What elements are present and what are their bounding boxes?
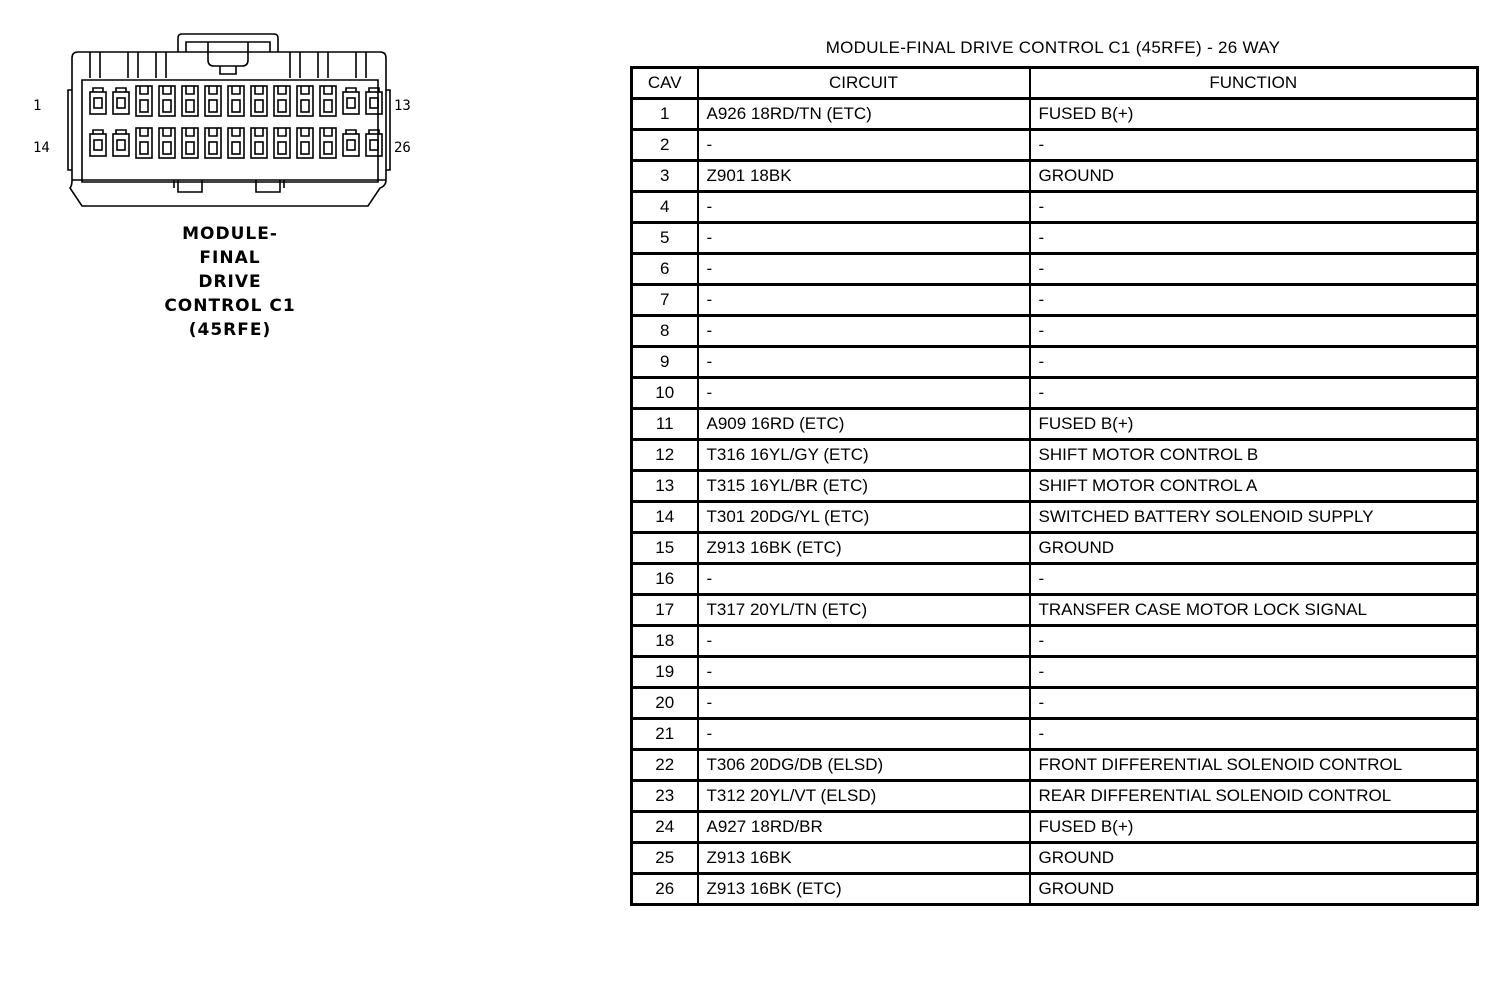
table-row xyxy=(632,874,1478,905)
cav-cell: 13 xyxy=(632,471,698,502)
circuit-cell: Z913 16BK (ETC) xyxy=(698,533,1030,564)
table-row xyxy=(632,626,1478,657)
function-cell: - xyxy=(1030,657,1478,688)
cav-cell: 25 xyxy=(632,843,698,874)
circuit-cell: - xyxy=(698,316,1030,347)
connector-caption xyxy=(140,222,320,342)
function-cell: GROUND xyxy=(1030,161,1478,192)
cavity xyxy=(366,88,382,114)
pin-label-1: 1 xyxy=(33,98,42,114)
function-cell: - xyxy=(1030,378,1478,409)
circuit-cell: T312 20YL/VT (ELSD) xyxy=(698,781,1030,812)
cav-cell: 3 xyxy=(632,161,698,192)
header-row xyxy=(632,68,1478,99)
cav-cell: 20 xyxy=(632,688,698,719)
cav-cell: 4 xyxy=(632,192,698,223)
table-row xyxy=(632,223,1478,254)
cav-cell: 18 xyxy=(632,626,698,657)
header-circuit: CIRCUIT xyxy=(698,68,1030,99)
cav-cell: 23 xyxy=(632,781,698,812)
circuit-cell: - xyxy=(698,130,1030,161)
table-row xyxy=(632,781,1478,812)
cav-cell: 11 xyxy=(632,409,698,440)
circuit-cell: Z913 16BK xyxy=(698,843,1030,874)
table-row xyxy=(632,378,1478,409)
circuit-cell: - xyxy=(698,564,1030,595)
cav-cell: 5 xyxy=(632,223,698,254)
cavity xyxy=(343,88,359,114)
circuit-cell: - xyxy=(698,719,1030,750)
circuit-cell: T317 20YL/TN (ETC) xyxy=(698,595,1030,626)
function-cell: - xyxy=(1030,254,1478,285)
table-row xyxy=(632,502,1478,533)
circuit-cell: - xyxy=(698,347,1030,378)
function-cell: - xyxy=(1030,192,1478,223)
table-row xyxy=(632,843,1478,874)
circuit-cell: Z913 16BK (ETC) xyxy=(698,874,1030,905)
pinout-table xyxy=(630,66,1479,906)
function-cell: - xyxy=(1030,223,1478,254)
header-cav: CAV xyxy=(632,68,698,99)
cavity xyxy=(205,86,221,116)
function-cell: FRONT DIFFERENTIAL SOLENOID CONTROL xyxy=(1030,750,1478,781)
function-cell: GROUND xyxy=(1030,533,1478,564)
table-row xyxy=(632,564,1478,595)
function-cell: - xyxy=(1030,688,1478,719)
cavity xyxy=(274,128,290,158)
table-row xyxy=(632,688,1478,719)
cavity xyxy=(320,128,336,158)
table-row xyxy=(632,440,1478,471)
cav-cell: 1 xyxy=(632,99,698,130)
pin-label-26: 26 xyxy=(394,140,411,156)
table-row xyxy=(632,99,1478,130)
function-cell: - xyxy=(1030,130,1478,161)
cav-cell: 22 xyxy=(632,750,698,781)
function-cell: TRANSFER CASE MOTOR LOCK SIGNAL xyxy=(1030,595,1478,626)
function-cell: SHIFT MOTOR CONTROL B xyxy=(1030,440,1478,471)
cavity xyxy=(136,86,152,116)
function-cell: GROUND xyxy=(1030,874,1478,905)
table-row xyxy=(632,657,1478,688)
cavity xyxy=(251,86,267,116)
cavity xyxy=(228,128,244,158)
cavity xyxy=(297,128,313,158)
table-row xyxy=(632,254,1478,285)
cav-cell: 21 xyxy=(632,719,698,750)
function-cell: SWITCHED BATTERY SOLENOID SUPPLY xyxy=(1030,502,1478,533)
header-function: FUNCTION xyxy=(1030,68,1478,99)
cavity xyxy=(90,88,106,114)
cav-cell: 15 xyxy=(632,533,698,564)
cav-cell: 24 xyxy=(632,812,698,843)
caption-line: CONTROL C1 xyxy=(164,296,296,316)
table-row xyxy=(632,347,1478,378)
cav-cell: 2 xyxy=(632,130,698,161)
table-row xyxy=(632,130,1478,161)
function-cell: - xyxy=(1030,564,1478,595)
circuit-cell: - xyxy=(698,223,1030,254)
table-row xyxy=(632,812,1478,843)
cav-cell: 26 xyxy=(632,874,698,905)
cavity xyxy=(182,128,198,158)
function-cell: SHIFT MOTOR CONTROL A xyxy=(1030,471,1478,502)
table-row xyxy=(632,409,1478,440)
cavity xyxy=(274,86,290,116)
function-cell: GROUND xyxy=(1030,843,1478,874)
circuit-cell: - xyxy=(698,285,1030,316)
cavity xyxy=(182,86,198,116)
circuit-cell: - xyxy=(698,192,1030,223)
connector-face-diagram xyxy=(28,30,418,220)
cavity xyxy=(136,128,152,158)
table-row xyxy=(632,533,1478,564)
table-row xyxy=(632,316,1478,347)
cav-cell: 10 xyxy=(632,378,698,409)
table-row xyxy=(632,595,1478,626)
circuit-cell: - xyxy=(698,657,1030,688)
function-cell: - xyxy=(1030,316,1478,347)
function-cell: - xyxy=(1030,347,1478,378)
cavity xyxy=(113,88,129,114)
pin-label-14: 14 xyxy=(33,140,50,156)
cavity xyxy=(343,130,359,156)
cavity xyxy=(320,86,336,116)
cav-cell: 17 xyxy=(632,595,698,626)
circuit-cell: T301 20DG/YL (ETC) xyxy=(698,502,1030,533)
cav-cell: 19 xyxy=(632,657,698,688)
circuit-cell: T306 20DG/DB (ELSD) xyxy=(698,750,1030,781)
cavity xyxy=(205,128,221,158)
table-title: MODULE-FINAL DRIVE CONTROL C1 (45RFE) - 26 WAY xyxy=(825,38,1281,57)
circuit-cell: Z901 18BK xyxy=(698,161,1030,192)
function-cell: - xyxy=(1030,285,1478,316)
cavity-grid xyxy=(90,86,382,158)
caption-line: FINAL xyxy=(199,248,261,268)
cavity xyxy=(366,130,382,156)
function-cell: REAR DIFFERENTIAL SOLENOID CONTROL xyxy=(1030,781,1478,812)
circuit-cell: T315 16YL/BR (ETC) xyxy=(698,471,1030,502)
circuit-cell: - xyxy=(698,254,1030,285)
cavity xyxy=(228,86,244,116)
cavity xyxy=(159,128,175,158)
function-cell: FUSED B(+) xyxy=(1030,99,1478,130)
circuit-cell: - xyxy=(698,626,1030,657)
caption-line: (45RFE) xyxy=(188,320,272,340)
cavity xyxy=(251,128,267,158)
cav-cell: 14 xyxy=(632,502,698,533)
table-row xyxy=(632,192,1478,223)
function-cell: - xyxy=(1030,626,1478,657)
circuit-cell: A927 18RD/BR xyxy=(698,812,1030,843)
cavity xyxy=(159,86,175,116)
circuit-cell: - xyxy=(698,378,1030,409)
pin-label-13: 13 xyxy=(394,98,411,114)
circuit-cell: A926 18RD/TN (ETC) xyxy=(698,99,1030,130)
caption-line: DRIVE xyxy=(198,272,262,292)
function-cell: FUSED B(+) xyxy=(1030,409,1478,440)
cav-cell: 16 xyxy=(632,564,698,595)
table-row xyxy=(632,161,1478,192)
table-row xyxy=(632,285,1478,316)
table-row xyxy=(632,719,1478,750)
table-row xyxy=(632,750,1478,781)
circuit-cell: T316 16YL/GY (ETC) xyxy=(698,440,1030,471)
connector-latch xyxy=(178,34,278,52)
cavity xyxy=(297,86,313,116)
cav-cell: 12 xyxy=(632,440,698,471)
circuit-cell: A909 16RD (ETC) xyxy=(698,409,1030,440)
cav-cell: 6 xyxy=(632,254,698,285)
table-row xyxy=(632,471,1478,502)
circuit-cell: - xyxy=(698,688,1030,719)
cav-cell: 9 xyxy=(632,347,698,378)
cav-cell: 7 xyxy=(632,285,698,316)
cavity xyxy=(113,130,129,156)
caption-line: MODULE- xyxy=(182,224,278,244)
cav-cell: 8 xyxy=(632,316,698,347)
function-cell: - xyxy=(1030,719,1478,750)
function-cell: FUSED B(+) xyxy=(1030,812,1478,843)
cavity xyxy=(90,130,106,156)
pinout-body xyxy=(632,99,1478,905)
